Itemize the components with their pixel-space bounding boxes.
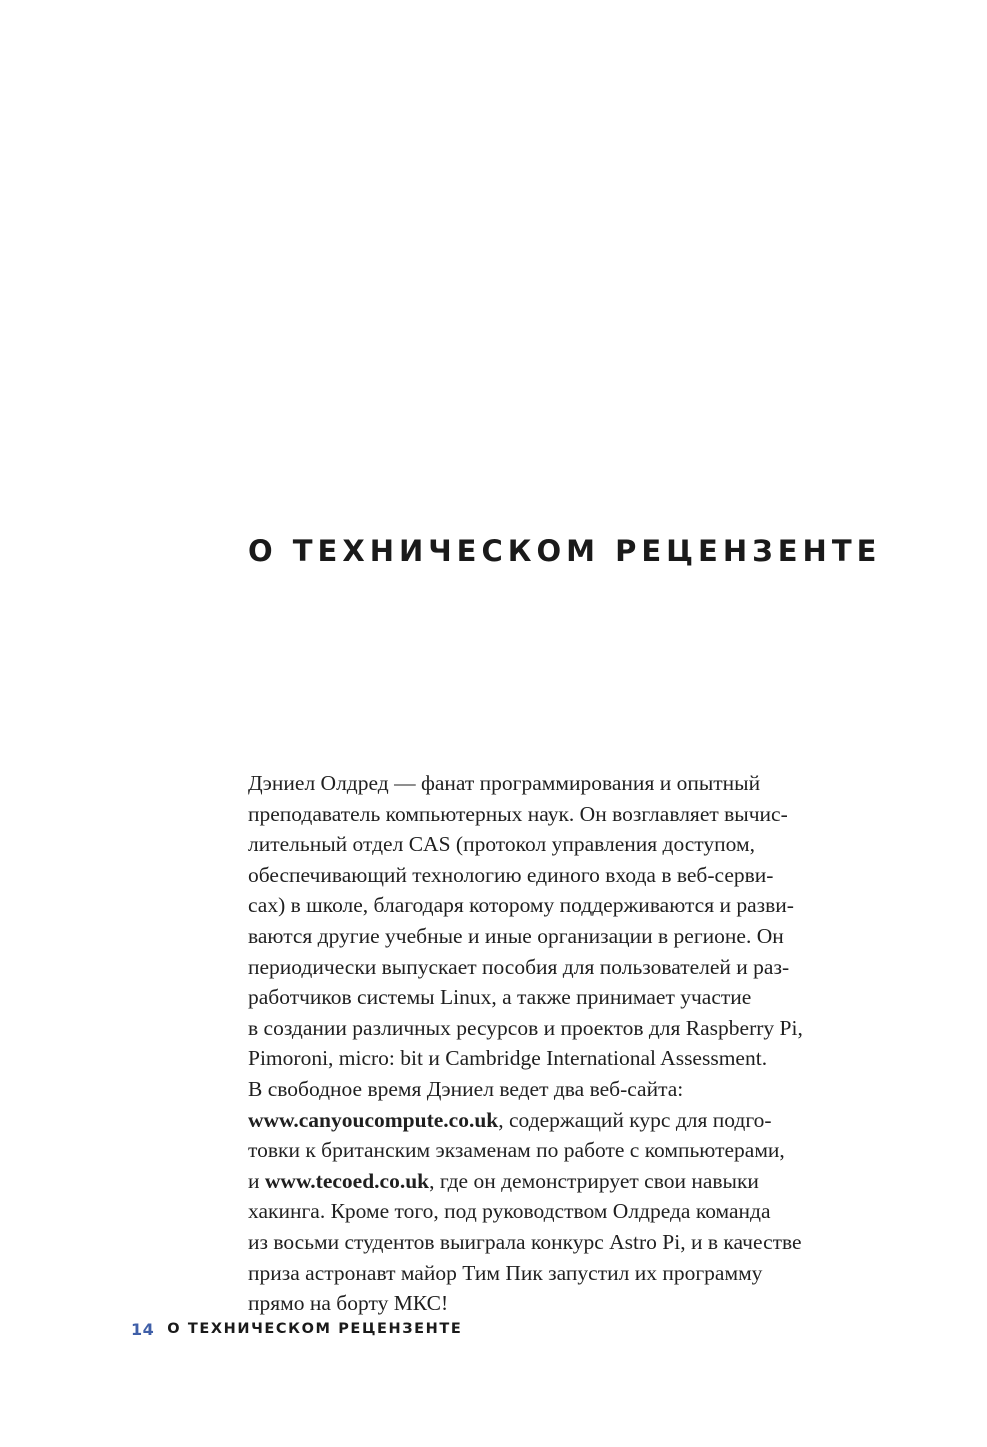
body-line: хакинга. Кроме того, под руководством Олдреда команда bbox=[248, 1199, 771, 1224]
body-text-fragment: , где он демонстрирует свои навыки bbox=[429, 1168, 759, 1193]
body-line: сах) в школе, благодаря которому поддерживаются и разви- bbox=[248, 893, 794, 918]
body-line: обеспечивающий технологию единого входа в веб-серви- bbox=[248, 862, 774, 887]
website-link-canyoucompute[interactable]: www.canyoucompute.co.uk bbox=[248, 1107, 499, 1132]
body-line: в создании различных ресурсов и проектов для Raspberry Pi, bbox=[248, 1015, 803, 1040]
body-text-fragment: и bbox=[248, 1168, 265, 1193]
body-line: товки к британским экзаменам по работе с компьютерами, bbox=[248, 1138, 785, 1163]
chapter-title: О ТЕХНИЧЕСКОМ РЕЦЕНЗЕНТЕ bbox=[248, 534, 882, 568]
body-line: приза астронавт майор Тим Пик запустил их программу bbox=[248, 1260, 763, 1285]
page-number: 14 bbox=[131, 1319, 155, 1339]
body-line: прямо на борту МКС! bbox=[248, 1291, 449, 1316]
body-line: периодически выпускает пособия для пользователей и раз- bbox=[248, 954, 790, 979]
body-line: Pimoroni, micro: bit и Cambridge International Assessment. bbox=[248, 1046, 768, 1071]
body-line-with-link bbox=[248, 1166, 888, 1197]
body-line: преподаватель компьютерных наук. Он возглавляет вычис- bbox=[248, 801, 788, 826]
body-paragraph bbox=[248, 768, 888, 1319]
body-line: из восьми студентов выиграла конкурс Astro Pi, и в качестве bbox=[248, 1229, 802, 1254]
body-line: лительный отдел CAS (протокол управления доступом, bbox=[248, 832, 755, 857]
body-text-fragment: , содержащий курс для подго- bbox=[498, 1107, 772, 1132]
body-line: В свободное время Дэниел ведет два веб-сайта: bbox=[248, 1076, 684, 1101]
body-line: ваются другие учебные и иные организации в регионе. Он bbox=[248, 923, 784, 948]
body-line: Дэниел Олдред — фанат программирования и опытный bbox=[248, 771, 761, 795]
website-link-tecoed[interactable]: www.tecoed.co.uk bbox=[264, 1168, 430, 1193]
body-line: работчиков системы Linux, а также принимает участие bbox=[248, 985, 752, 1010]
running-head: О ТЕХНИЧЕСКОМ РЕЦЕНЗЕНТЕ bbox=[167, 1321, 463, 1337]
page-footer bbox=[131, 1314, 462, 1344]
body-line-with-link bbox=[248, 1105, 888, 1136]
